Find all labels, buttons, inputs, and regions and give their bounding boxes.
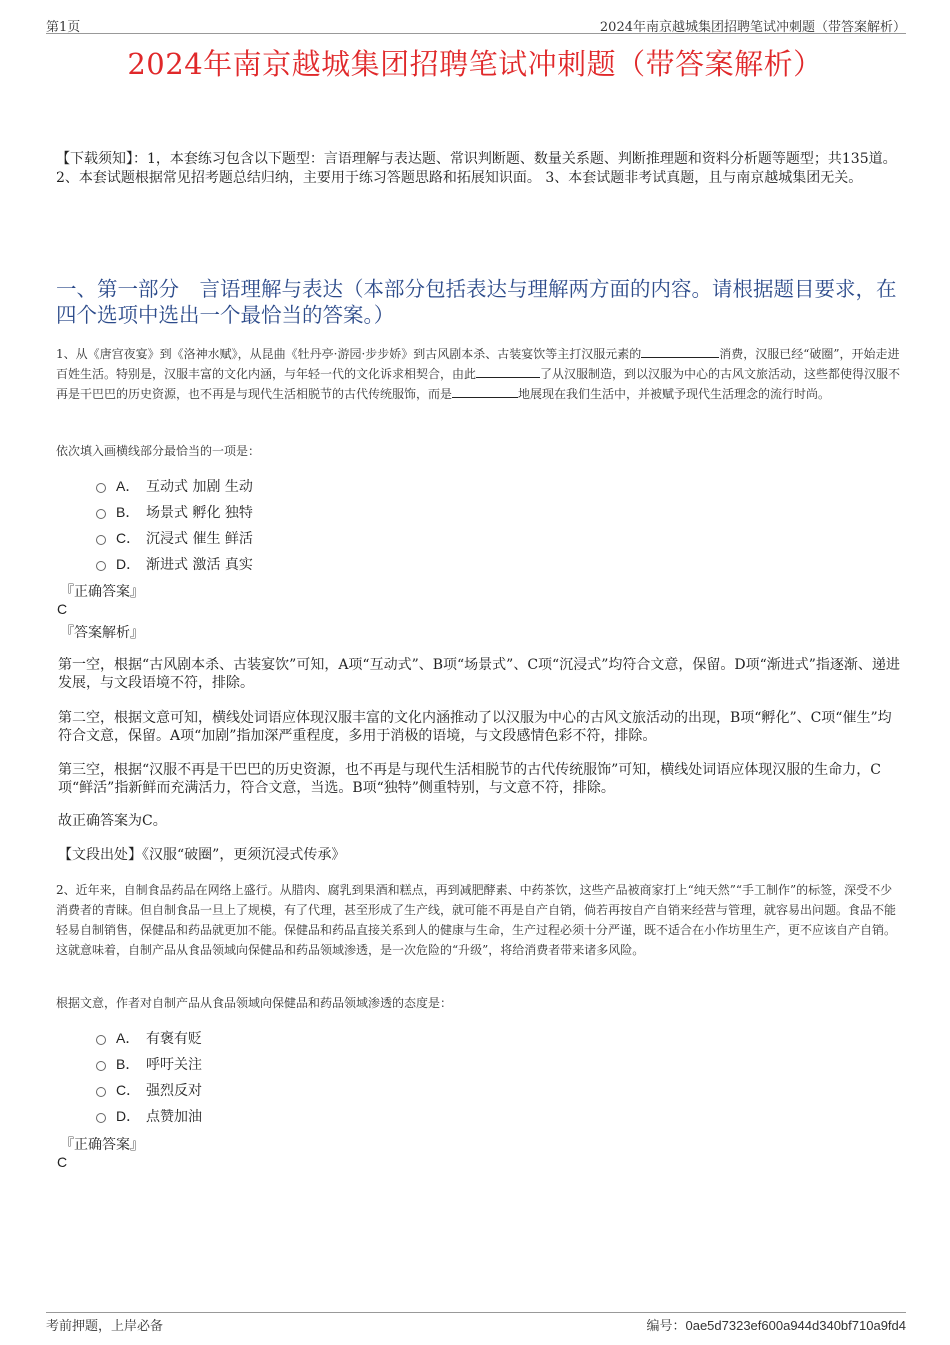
q2-answer-label: 『正确答案』 (60, 1137, 144, 1153)
radio-icon[interactable] (96, 1061, 106, 1071)
question-1-stem (56, 344, 901, 404)
q2-option-c[interactable] (96, 1077, 202, 1103)
radio-icon[interactable] (96, 1087, 106, 1097)
q1-analysis-label: 『答案解析』 (60, 625, 144, 641)
option-letter: C． (116, 1082, 141, 1098)
q1-text-part-1: 1、从《唐宫夜宴》到《洛神水赋》，从昆曲《牡丹亭·游园·步步娇》到古风剧本杀、古装宴饮等主打汉服元素的 (56, 347, 642, 361)
section-heading: 一、第一部分 言语理解与表达（本部分包括表达与理解两方面的内容。请根据题目要求，在四个选项中选出一个最恰当的答案。） (56, 277, 897, 327)
option-letter: C． (116, 530, 141, 546)
footer-code-label: 编号： (646, 1319, 686, 1334)
q1-blank-3 (452, 385, 518, 398)
q1-source: 【文段出处】《汉服“破圈”，更须沉浸式传承》 (58, 847, 346, 863)
footer-divider (46, 1312, 906, 1313)
q2-option-a[interactable] (96, 1025, 202, 1051)
question-1-options (96, 473, 253, 577)
option-text: 呼吁关注 (146, 1057, 202, 1073)
question-1-prompt: 依次填入画横线部分最恰当的一项是： (56, 444, 261, 458)
q1-analysis-paragraph-1: 第一空，根据“古风剧本杀、古装宴饮”可知，A项“互动式”、B项“场景式”、C项“沉浸式”均符合文意，保留。D项“渐进式”指逐渐、递进发展，与文段语境不符，排除。 (58, 657, 900, 691)
q1-answer-label: 『正确答案』 (60, 584, 144, 600)
q2-option-b[interactable] (96, 1051, 202, 1077)
q1-analysis-paragraph-3: 第三空，根据“汉服不再是干巴巴的历史资源，也不再是与现代生活相脱节的古代传统服饰”可知，横线处词语应体现汉服的生命力，C项“鲜活”指新鲜而充满活力，符合文意，当选。B项“独特”侧重特别，与文意不符，排除。 (58, 762, 882, 796)
q1-option-b[interactable] (96, 499, 253, 525)
option-letter: B． (116, 504, 140, 520)
option-text: 互动式 加剧 生动 (146, 479, 253, 495)
footer-slogan: 考前押题，上岸必备 (46, 1319, 164, 1334)
q1-blank-1 (641, 345, 719, 358)
radio-icon[interactable] (96, 561, 106, 571)
option-text: 有褒有贬 (146, 1031, 202, 1047)
radio-icon[interactable] (96, 509, 106, 519)
radio-icon[interactable] (96, 535, 106, 545)
q1-analysis-paragraph-2: 第二空，根据文意可知，横线处词语应体现汉服丰富的文化内涵推动了以汉服为中心的古风文旅活动的出现，B项“孵化”、C项“催生”均符合文意，保留。A项“加剧”指加深严重程度，多用于消极的语境，与文段感情色彩不符，排除。 (58, 710, 892, 744)
q2-answer-value: C (57, 1154, 68, 1170)
option-text: 点赞加油 (146, 1109, 202, 1125)
footer-code-value: 0ae5d7323ef600a944d340bf710a9fd4 (685, 1318, 906, 1333)
radio-icon[interactable] (96, 1035, 106, 1045)
option-text: 强烈反对 (146, 1083, 202, 1099)
q1-answer-value: C (57, 601, 68, 617)
option-text: 场景式 孵化 独特 (146, 505, 253, 521)
q1-text-part-4: 地展现在我们生活中，并被赋予现代生活理念的流行时尚。 (518, 387, 831, 401)
header-divider (46, 33, 906, 34)
footer-code (646, 1315, 906, 1334)
option-text: 沉浸式 催生 鲜活 (146, 531, 253, 547)
option-text: 渐进式 激活 真实 (146, 557, 253, 573)
q1-blank-2 (476, 365, 540, 378)
option-letter: A． (116, 1030, 140, 1046)
q1-option-a[interactable] (96, 473, 253, 499)
q1-option-c[interactable] (96, 525, 253, 551)
option-letter: D． (116, 556, 141, 572)
radio-icon[interactable] (96, 483, 106, 493)
q1-text-part-2: 消费，汉服已经“破圈”，开始走进百姓生活。特别是，汉服丰富的文化内涵，与年轻一代的文化诉求相契合，由此 (56, 347, 900, 381)
question-2-prompt: 根据文意，作者对自制产品从食品领域向保健品和药品领域渗透的态度是： (56, 996, 453, 1010)
page-title: 2024年南京越城集团招聘笔试冲刺题（带答案解析） (127, 47, 823, 81)
option-letter: A． (116, 478, 140, 494)
question-2-stem: 2、近年来，自制食品药品在网络上盛行。从腊肉、腐乳到果酒和糕点，再到减肥酵素、中药茶饮，这些产品被商家打上“纯天然”“手工制作”的标签，深受不少消费者的青睐。但自制食品一旦上了规模，有了代理，甚至形成了生产线，就可能不再是自产自销，倘若再按自产自销来经营与管理，就容易出问题。食品不能轻易自制销售，保健品和药品就更加不能。保健品和药品直接关系到人的健康与生命，生产过程必须十分严谨，既不适合在小作坊里生产，更不应该自产自销。这就意味着，自制产品从食品领域向保健品和药品领域渗透，是一次危险的“升级”，将给消费者带来诸多风险。 (56, 883, 897, 957)
q1-text-part-3: 了从汉服制造，到以汉服为中心的古风文旅活动，这些都使得汉服不再是干巴巴的历史资源，也不再是与现代生活相脱节的古代传统服饰，而是 (56, 367, 901, 401)
download-notice: 【下载须知】：1，本套练习包含以下题型：言语理解与表达题、常识判断题、数量关系题、判断推理题和资料分析题等题型；共135道。 2、本套试题根据常见招考题总结归纳，主要用于练习答题思路和拓展知识面。 3、本套试题非考试真题，且与南京越城集团无关。 (56, 151, 897, 186)
option-letter: D． (116, 1108, 141, 1124)
option-letter: B． (116, 1056, 140, 1072)
q1-conclusion: 故正确答案为C。 (58, 813, 167, 829)
q2-option-d[interactable] (96, 1103, 202, 1129)
q1-option-d[interactable] (96, 551, 253, 577)
radio-icon[interactable] (96, 1113, 106, 1123)
page-number: 第1页 (46, 20, 81, 35)
question-2-options (96, 1025, 202, 1129)
header-doc-title: 2024年南京越城集团招聘笔试冲刺题（带答案解析） (599, 20, 906, 35)
